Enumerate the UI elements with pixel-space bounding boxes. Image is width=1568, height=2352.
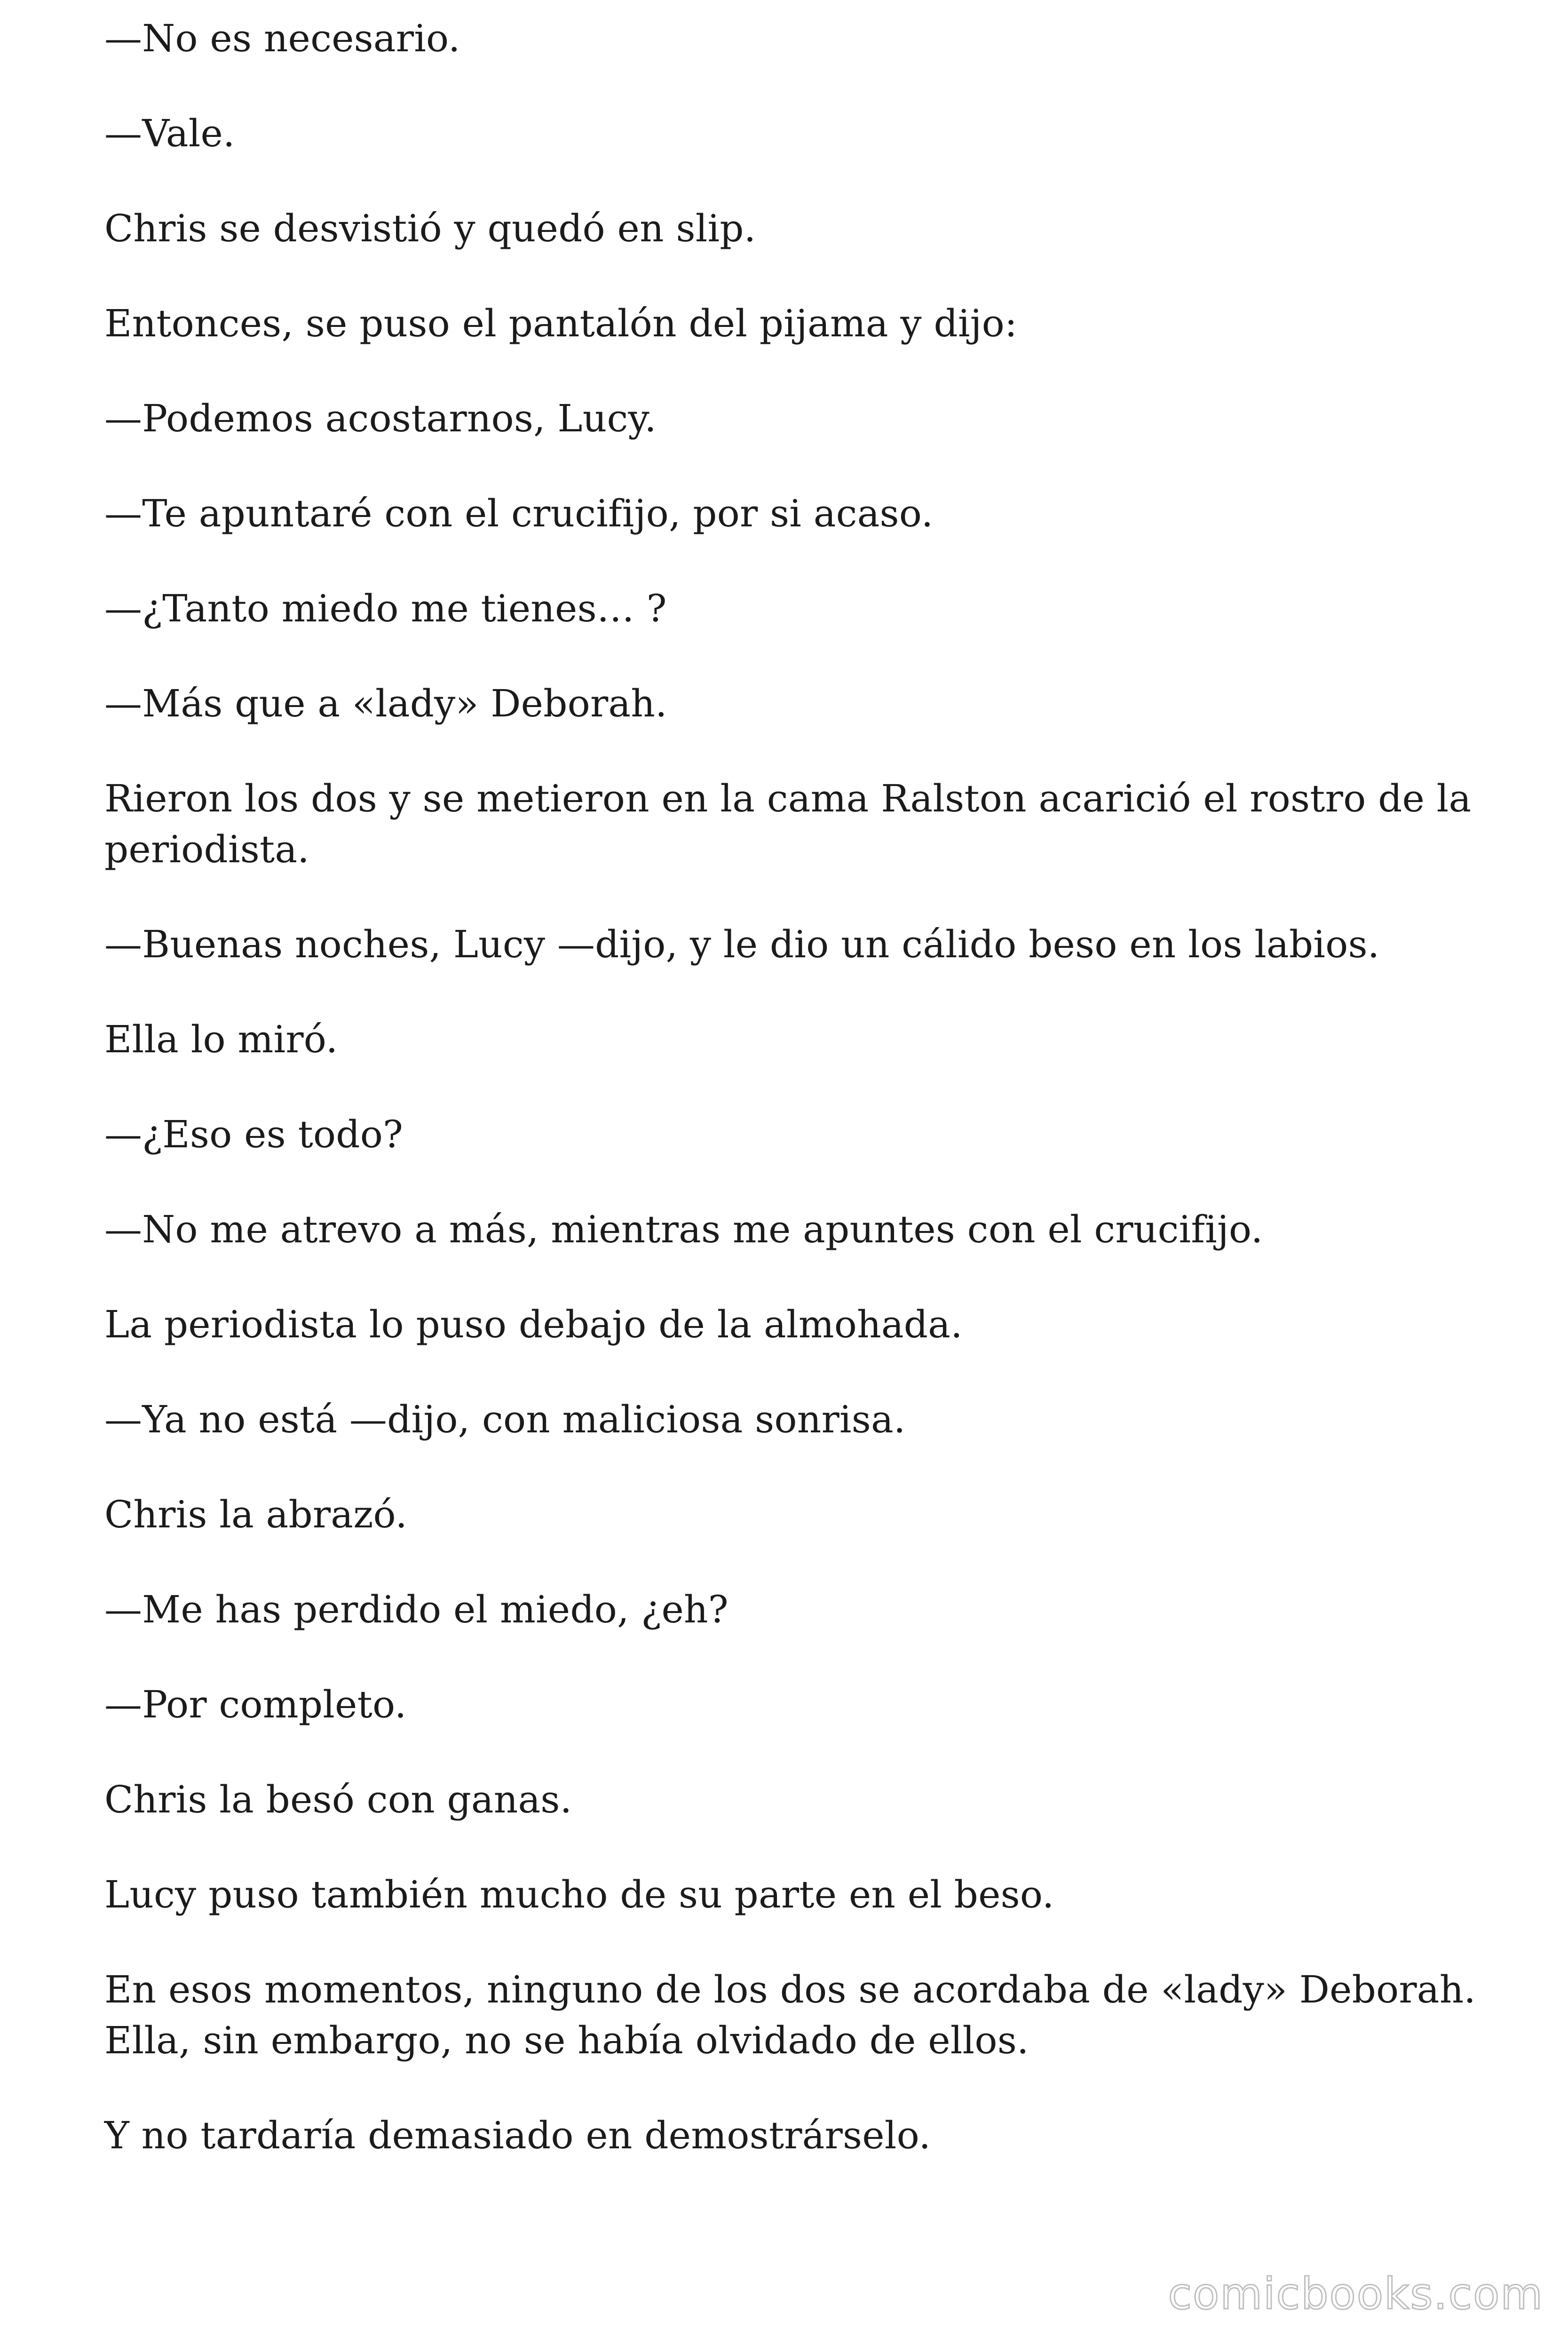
paragraph-21: En esos momentos, ninguno de los dos se acordaba de «lady» Deborah. Ella, sin embargo, no se había olvidado de ellos. bbox=[104, 1968, 1476, 2062]
paragraph-7: —¿Tanto miedo me tienes… ? bbox=[104, 587, 667, 630]
watermark-text: comicbooks.com bbox=[1168, 2269, 1544, 2319]
paragraph-19: Chris la besó con ganas. bbox=[104, 1778, 572, 1821]
paragraph-17: —Me has perdido el miedo, ¿eh? bbox=[104, 1588, 729, 1631]
paragraph-14: La periodista lo puso debajo de la almohada. bbox=[104, 1303, 963, 1346]
paragraph-15: —Ya no está —dijo, con maliciosa sonrisa. bbox=[104, 1398, 906, 1441]
paragraph-3: Chris se desvistió y quedó en slip. bbox=[104, 207, 756, 250]
paragraph-22: Y no tardaría demasiado en demostrárselo. bbox=[104, 2114, 931, 2157]
paragraph-6: —Te apuntaré con el crucifijo, por si acaso. bbox=[104, 492, 934, 535]
paragraph-18: —Por completo. bbox=[104, 1683, 407, 1726]
paragraph-13: —No me atrevo a más, mientras me apuntes con el crucifijo. bbox=[104, 1208, 1263, 1251]
paragraph-4: Entonces, se puso el pantalón del pijama y dijo: bbox=[104, 302, 1018, 345]
paragraph-16: Chris la abrazó. bbox=[104, 1493, 408, 1536]
paragraph-2: —Vale. bbox=[104, 111, 235, 155]
paragraph-8: —Más que a «lady» Deborah. bbox=[104, 682, 667, 725]
paragraph-11: Ella lo miró. bbox=[104, 1017, 338, 1061]
paragraph-5: —Podemos acostarnos, Lucy. bbox=[104, 397, 657, 440]
paragraph-9: Rieron los dos y se metieron en la cama Ralston acarició el rostro de la periodista. bbox=[104, 777, 1472, 871]
paragraph-10: —Buenas noches, Lucy —dijo, y le dio un cálido beso en los labios. bbox=[104, 922, 1380, 966]
paragraph-1: —No es necesario. bbox=[104, 16, 460, 60]
paragraph-12: —¿Eso es todo? bbox=[104, 1112, 404, 1156]
paragraph-20: Lucy puso también mucho de su parte en el beso. bbox=[104, 1873, 1054, 1916]
text-column bbox=[104, 13, 1511, 2205]
